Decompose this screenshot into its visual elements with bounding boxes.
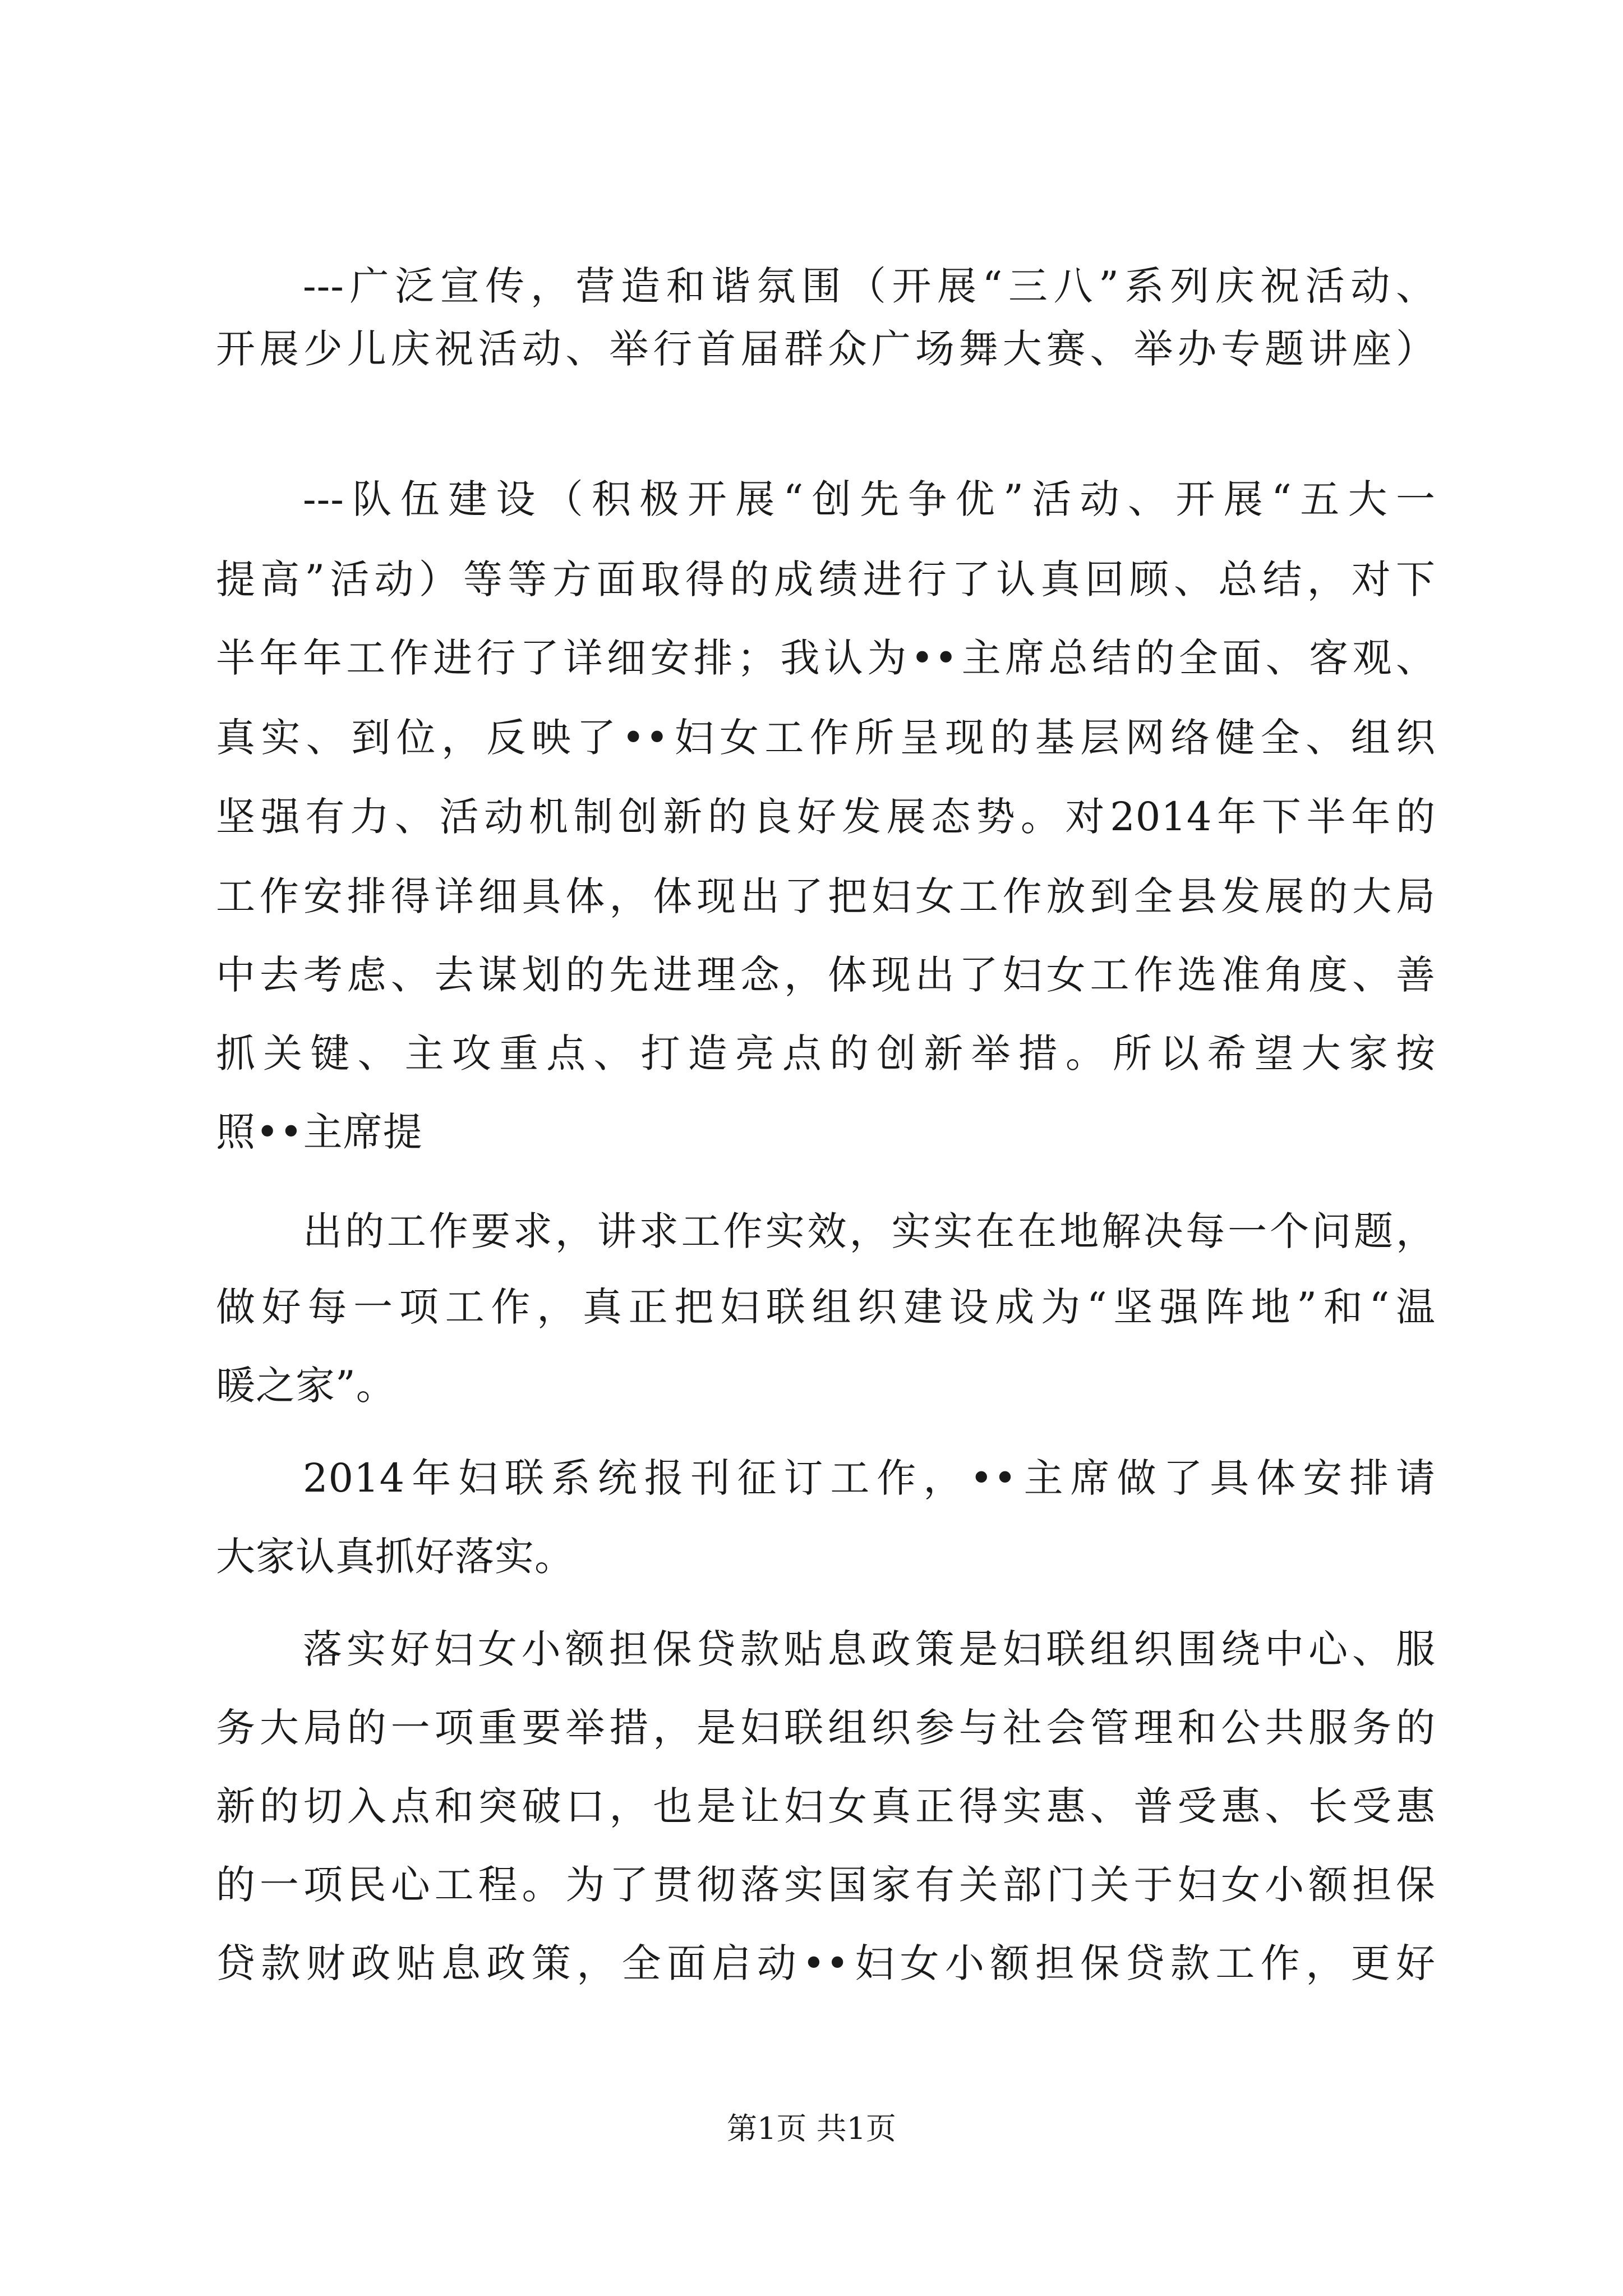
text-line: 坚强有力、活动机制创新的良好发展态势。对2014年下半年的: [216, 794, 1436, 840]
text-line: 做好每一项工作，真正把妇联组织建设成为“坚强阵地”和“温: [216, 1284, 1436, 1330]
text-line: 新的切入点和突破口，也是让妇女真正得实惠、普受惠、长受惠: [216, 1783, 1436, 1829]
text-line: 抓关键、主攻重点、打造亮点的创新举措。所以希望大家按: [216, 1030, 1436, 1076]
text-line: 务大局的一项重要举措，是妇联组织参与社会管理和公共服务的: [216, 1705, 1436, 1751]
page-footer: 第1页 共1页: [727, 2111, 896, 2146]
text-line: 大家认真抓好落实。: [216, 1534, 574, 1580]
text-line: 2014年妇联系统报刊征订工作，••主席做了具体安排请: [303, 1455, 1436, 1501]
text-line: 提高”活动）等等方面取得的成绩进行了认真回顾、总结，对下: [216, 556, 1436, 602]
text-line: 落实好妇女小额担保贷款贴息政策是妇联组织围绕中心、服: [303, 1626, 1436, 1672]
text-line: 工作安排得详细具体，体现出了把妇女工作放到全县发展的大局: [216, 873, 1436, 919]
text-line: 的一项民心工程。为了贯彻落实国家有关部门关于妇女小额担保: [216, 1862, 1436, 1908]
text-line: 出的工作要求，讲求工作实效，实实在在地解决每一个问题，: [303, 1208, 1436, 1254]
text-line: 真实、到位，反映了••妇女工作所呈现的基层网络健全、组织: [216, 715, 1436, 761]
text-line: ---队伍建设（积极开展“创先争优”活动、开展“五大一: [303, 476, 1436, 522]
text-line: 贷款财政贴息政策，全面启动••妇女小额担保贷款工作，更好: [216, 1940, 1436, 1986]
text-line: 照••主席提: [216, 1109, 423, 1155]
text-line: 开展少儿庆祝活动、举行首届群众广场舞大赛、举办专题讲座）: [216, 326, 1436, 372]
text-line: 中去考虑、去谋划的先进理念，体现出了妇女工作选准角度、善: [216, 952, 1436, 998]
text-line: 暖之家”。: [216, 1363, 396, 1409]
text-line: 半年年工作进行了详细安排；我认为••主席总结的全面、客观、: [216, 635, 1436, 681]
text-line: ---广泛宣传，营造和谐氛围（开展“三八”系列庆祝活动、: [303, 263, 1436, 309]
